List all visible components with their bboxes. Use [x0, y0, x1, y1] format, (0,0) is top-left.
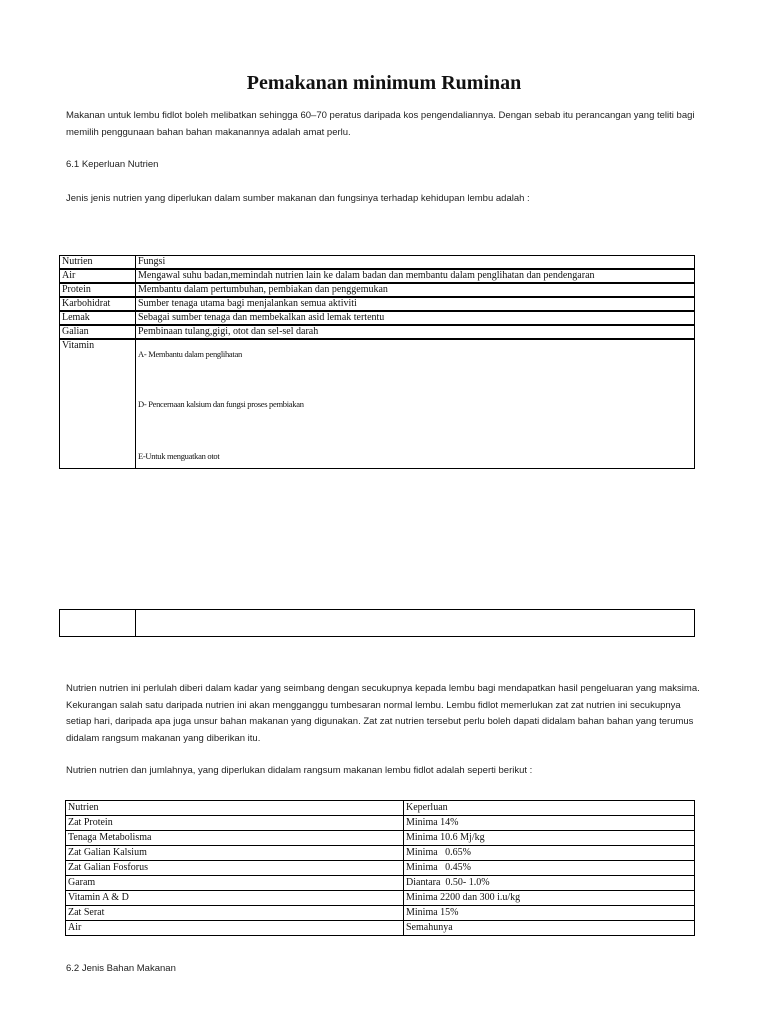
table-row [66, 816, 695, 831]
table-row [66, 921, 695, 936]
requirement-value: Minima 14% [404, 816, 695, 831]
header-keperluan: Keperluan [404, 801, 695, 816]
requirement-value: Minima 15% [404, 906, 695, 921]
table-row [66, 861, 695, 876]
nutrient-name: Protein [60, 283, 136, 297]
table-row [60, 297, 695, 311]
table-row [60, 283, 695, 297]
vitamin-functions [136, 339, 695, 469]
table-row [60, 311, 695, 325]
requirement-value: Semahunya [404, 921, 695, 936]
table-row [66, 831, 695, 846]
nutrient-name: Air [66, 921, 404, 936]
nutrient-name: Garam [66, 876, 404, 891]
nutrient-name: Galian [60, 325, 136, 339]
requirement-value: Diantara 0.50- 1.0% [404, 876, 695, 891]
nutrient-function: Mengawal suhu badan,memindah nutrien lain ke dalam badan dan membantu dalam penglihatan dan pendengaran [136, 269, 695, 283]
nutrient-name: Zat Galian Fosforus [66, 861, 404, 876]
vitamin-e-line: E-Untuk menguatkan otot [138, 451, 220, 461]
nutrient-name: Tenaga Metabolisma [66, 831, 404, 846]
empty-cell [136, 610, 695, 637]
intro-paragraph: Makanan untuk lembu fidlot boleh melibatkan sehingga 60–70 peratus daripada kos pengendaliannya. Dengan sebab itu perancangan yang teliti bagi memilih penggunaan bahan bahan makanannya adalah amat perlu. [66, 110, 695, 138]
requirements-intro-text: Nutrien nutrien dan jumlahnya, yang diperlukan didalam rangsum makanan lembu fidlot adalah seperti berikut : [66, 765, 533, 776]
table-header-row [60, 256, 695, 270]
table-row [60, 269, 695, 283]
header-nutrien: Nutrien [66, 801, 404, 816]
requirement-value: Minima 2200 dan 300 i.u/kg [404, 891, 695, 906]
nutrient-intro-text: Jenis jenis nutrien yang diperlukan dalam sumber makanan dan fungsinya terhadap kehidupan lembu adalah : [66, 193, 530, 204]
nutrient-name: Lemak [60, 311, 136, 325]
table-header-row [66, 801, 695, 816]
section-heading-6-2: 6.2 Jenis Bahan Makanan [66, 963, 176, 974]
nutrient-function: Membantu dalam pertumbuhan, pembiakan dan penggemukan [136, 283, 695, 297]
nutrient-name: Vitamin A & D [66, 891, 404, 906]
header-fungsi: Fungsi [136, 256, 695, 270]
nutrient-name: Zat Protein [66, 816, 404, 831]
vitamin-d-line: D- Pencernaan kalsium dan fungsi proses pembiakan [138, 399, 304, 409]
nutrient-function: Sumber tenaga utama bagi menjalankan semua aktiviti [136, 297, 695, 311]
balance-paragraph: Nutrien nutrien ini perlulah diberi dalam kadar yang seimbang dengan secukupnya kepada lembu bagi mendapatkan hasil pengeluaran yang maksima. Kekurangan salah satu daripada nutrien ini akan mengganggu tumbesaran normal lembu. Lembu fidlot memerlukan zat zat nutrien ini secukupnya setiap hari, daripada apa juga unsur bahan makanan yang digunakan. Zat zat nutrien tersebut perlu boleh dapati didalam bahan bahan yang terumus didalam rangsum makanan yang diberikan itu. [66, 683, 700, 744]
nutrient-name: Karbohidrat [60, 297, 136, 311]
requirement-value: Minima 0.65% [404, 846, 695, 861]
nutrient-requirement-table [65, 800, 695, 936]
header-nutrien: Nutrien [60, 256, 136, 270]
section-heading-6-1: 6.1 Keperluan Nutrien [66, 159, 159, 170]
nutrient-name: Zat Galian Kalsium [66, 846, 404, 861]
table-row [66, 876, 695, 891]
nutrient-name: Vitamin [60, 339, 136, 469]
nutrient-name: Zat Serat [66, 906, 404, 921]
empty-cell [60, 610, 136, 637]
table-row [66, 906, 695, 921]
vitamin-row [60, 339, 695, 469]
requirement-value: Minima 10.6 Mj/kg [404, 831, 695, 846]
page-title: Pemakanan minimum Ruminan [246, 72, 522, 94]
nutrient-function: Sebagai sumber tenaga dan membekalkan asid lemak tertentu [136, 311, 695, 325]
vitamin-a-line: A- Membantu dalam penglihatan [138, 349, 242, 359]
nutrient-function-table [59, 255, 695, 469]
nutrient-function: Pembinaan tulang,gigi, otot dan sel-sel darah [136, 325, 695, 339]
table-row [66, 846, 695, 861]
empty-table [59, 609, 695, 637]
nutrient-name: Air [60, 269, 136, 283]
table-row [66, 891, 695, 906]
table-row [60, 325, 695, 339]
requirement-value: Minima 0.45% [404, 861, 695, 876]
